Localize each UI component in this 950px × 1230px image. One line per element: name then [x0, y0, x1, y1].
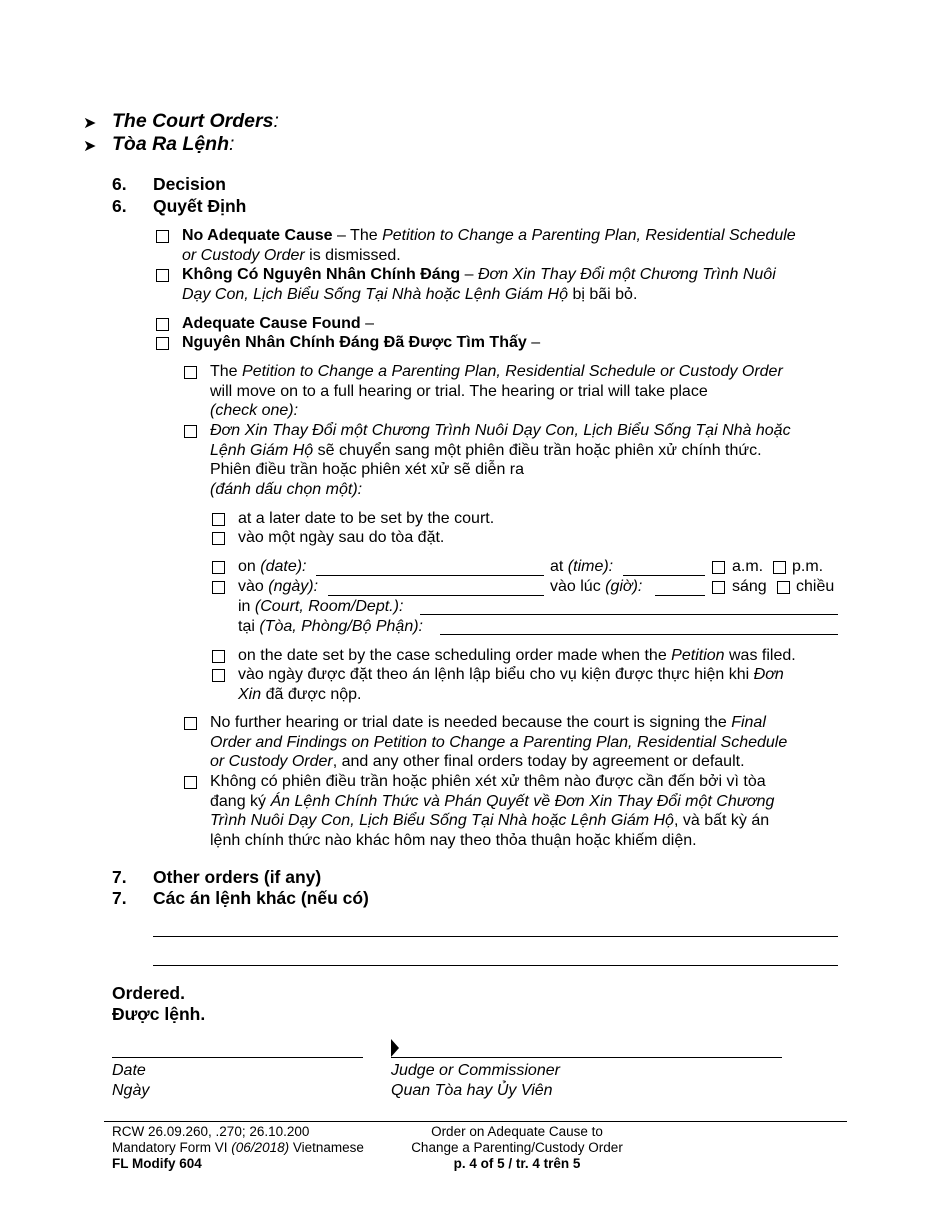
adequate-cause-found-text: Adequate Cause Found –	[182, 315, 375, 332]
later-date-text: at a later date to be set by the court.	[238, 510, 495, 527]
date-caption: Date	[112, 1062, 146, 1079]
bullet-arrow-icon: ➤	[83, 115, 97, 132]
on-date-label-vi: vào (ngày):	[238, 578, 319, 595]
full-hearing-text-vi: Đơn Xin Thay Đổi một Chương Trình Nuôi Dạy Con, Lịch Biểu Sống Tại Nhà hoặc Lệnh Giám Hộ sẽ chuyển sang một phiên điều trần hoặc phiên xử chính thức. Phiên điều trần hoặc phiên xét xử sẽ diễn ra (đánh dấu chọn một):	[210, 422, 791, 498]
later-date-text-vi: vào một ngày sau do tòa đặt.	[238, 529, 445, 546]
section-6-number-vi: 6.	[112, 196, 127, 216]
time-field-vi[interactable]	[655, 595, 705, 596]
at-time-label: at (time):	[550, 558, 614, 575]
scheduling-order-text: on the date set by the case scheduling order made when the Petition was filed.	[238, 647, 796, 664]
pm-label: p.m.	[792, 558, 824, 575]
court-orders-heading: The Court Orders:	[112, 110, 279, 132]
section-7-number-vi: 7.	[112, 888, 127, 908]
bullet-arrow-icon: ➤	[83, 138, 97, 155]
no-further-hearing-checkbox-vi[interactable]	[184, 776, 197, 789]
no-further-hearing-text-vi: Không có phiên điều trần hoặc phiên xét xử thêm nào được cần đến bởi vì tòa đang ký Án Lệnh Chính Thức và Phán Quyết về Đơn Xin Thay Đổi một Chương Trình Nuôi Dạy Con, Lịch Biểu Sống Tại Nhà hoặc Lệnh Giám Hộ, và bất kỳ án lệnh chính thức nào khác hôm nay theo thỏa thuận hoặc khiếm diện.	[210, 773, 775, 849]
judge-caption: Judge or Commissioner	[391, 1062, 560, 1079]
no-further-hearing-checkbox[interactable]	[184, 717, 197, 730]
adequate-cause-found-checkbox-vi[interactable]	[156, 337, 169, 350]
full-hearing-text: The Petition to Change a Parenting Plan, Residential Schedule or Custody Order will move on to a full hearing or trial. The hearing or trial will take place (check one):	[210, 363, 783, 419]
footer-form: Mandatory Form VI (06/2018) Vietnamese	[112, 1140, 364, 1155]
other-orders-line-1[interactable]	[153, 936, 838, 937]
judge-signature-line[interactable]	[391, 1057, 782, 1058]
scheduling-order-checkbox[interactable]	[212, 650, 225, 663]
section-7-title: Other orders (if any)	[153, 867, 322, 887]
section-6-title-vi: Quyết Định	[153, 196, 247, 216]
section-7-title-vi: Các án lệnh khác (nếu có)	[153, 888, 369, 908]
signature-flag-icon	[391, 1039, 401, 1057]
date-signature-line[interactable]	[112, 1057, 363, 1058]
court-room-label: in (Court, Room/Dept.):	[238, 598, 404, 615]
sang-checkbox[interactable]	[712, 581, 725, 594]
date-caption-vi: Ngày	[112, 1082, 150, 1099]
court-room-field-vi[interactable]	[440, 634, 838, 635]
section-6-number: 6.	[112, 174, 127, 194]
adequate-cause-found-checkbox[interactable]	[156, 318, 169, 331]
court-room-field[interactable]	[420, 614, 838, 615]
ordered-label: Ordered.	[112, 983, 185, 1003]
judge-caption-vi: Quan Tòa hay Ủy Viên	[391, 1082, 553, 1099]
am-label: a.m.	[732, 558, 764, 575]
later-date-checkbox-vi[interactable]	[212, 532, 225, 545]
no-adequate-cause-checkbox-vi[interactable]	[156, 269, 169, 282]
signature-flag-shape	[391, 1039, 399, 1057]
adequate-cause-found-text-vi: Nguyên Nhân Chính Đáng Đã Được Tìm Thấy –	[182, 334, 541, 351]
chieu-label: chiều	[796, 578, 835, 595]
section-6-title: Decision	[153, 174, 226, 194]
footer-rcw: RCW 26.09.260, .270; 26.10.200	[112, 1124, 310, 1139]
sang-label: sáng	[732, 578, 767, 595]
footer-divider	[104, 1121, 847, 1122]
pm-checkbox[interactable]	[773, 561, 786, 574]
court-orders-heading-vi: Tòa Ra Lệnh:	[112, 133, 235, 155]
on-date-checkbox-vi[interactable]	[212, 581, 225, 594]
no-adequate-cause-text-vi: Không Có Nguyên Nhân Chính Đáng – Đơn Xin Thay Đổi một Chương Trình Nuôi Dạy Con, Lịch Biểu Sống Tại Nhà hoặc Lệnh Giám Hộ bị bãi bỏ.	[182, 266, 776, 303]
chieu-checkbox[interactable]	[777, 581, 790, 594]
footer-form-id: FL Modify 604	[112, 1156, 202, 1171]
court-room-label-vi: tại (Tòa, Phòng/Bộ Phận):	[238, 618, 423, 635]
footer-title-2: Change a Parenting/Custody Order	[411, 1140, 623, 1155]
date-field-vi[interactable]	[328, 595, 544, 596]
at-time-label-vi: vào lúc (giờ):	[550, 578, 643, 595]
ordered-label-vi: Được lệnh.	[112, 1004, 206, 1024]
scheduling-order-checkbox-vi[interactable]	[212, 669, 225, 682]
on-date-checkbox[interactable]	[212, 561, 225, 574]
other-orders-line-2[interactable]	[153, 965, 838, 966]
later-date-checkbox[interactable]	[212, 513, 225, 526]
time-field[interactable]	[623, 575, 705, 576]
no-adequate-cause-checkbox[interactable]	[156, 230, 169, 243]
no-adequate-cause-text: No Adequate Cause – The Petition to Change a Parenting Plan, Residential Schedule or Custody Order is dismissed.	[182, 227, 796, 264]
section-7-number: 7.	[112, 867, 127, 887]
footer-page: p. 4 of 5 / tr. 4 trên 5	[453, 1156, 581, 1171]
am-checkbox[interactable]	[712, 561, 725, 574]
no-further-hearing-text: No further hearing or trial date is needed because the court is signing the Final Order and Findings on Petition to Change a Parenting Plan, Residential Schedule or Custody Order, and any other final orders today by agreement or default.	[210, 714, 788, 770]
scheduling-order-text-vi: vào ngày được đặt theo án lệnh lập biểu cho vụ kiện được thực hiện khi Đơn Xin đã được nộp.	[238, 666, 784, 703]
on-date-label: on (date):	[238, 558, 307, 575]
full-hearing-checkbox-vi[interactable]	[184, 425, 197, 438]
full-hearing-checkbox[interactable]	[184, 366, 197, 379]
date-field[interactable]	[316, 575, 544, 576]
footer-title-1: Order on Adequate Cause to	[431, 1124, 603, 1139]
